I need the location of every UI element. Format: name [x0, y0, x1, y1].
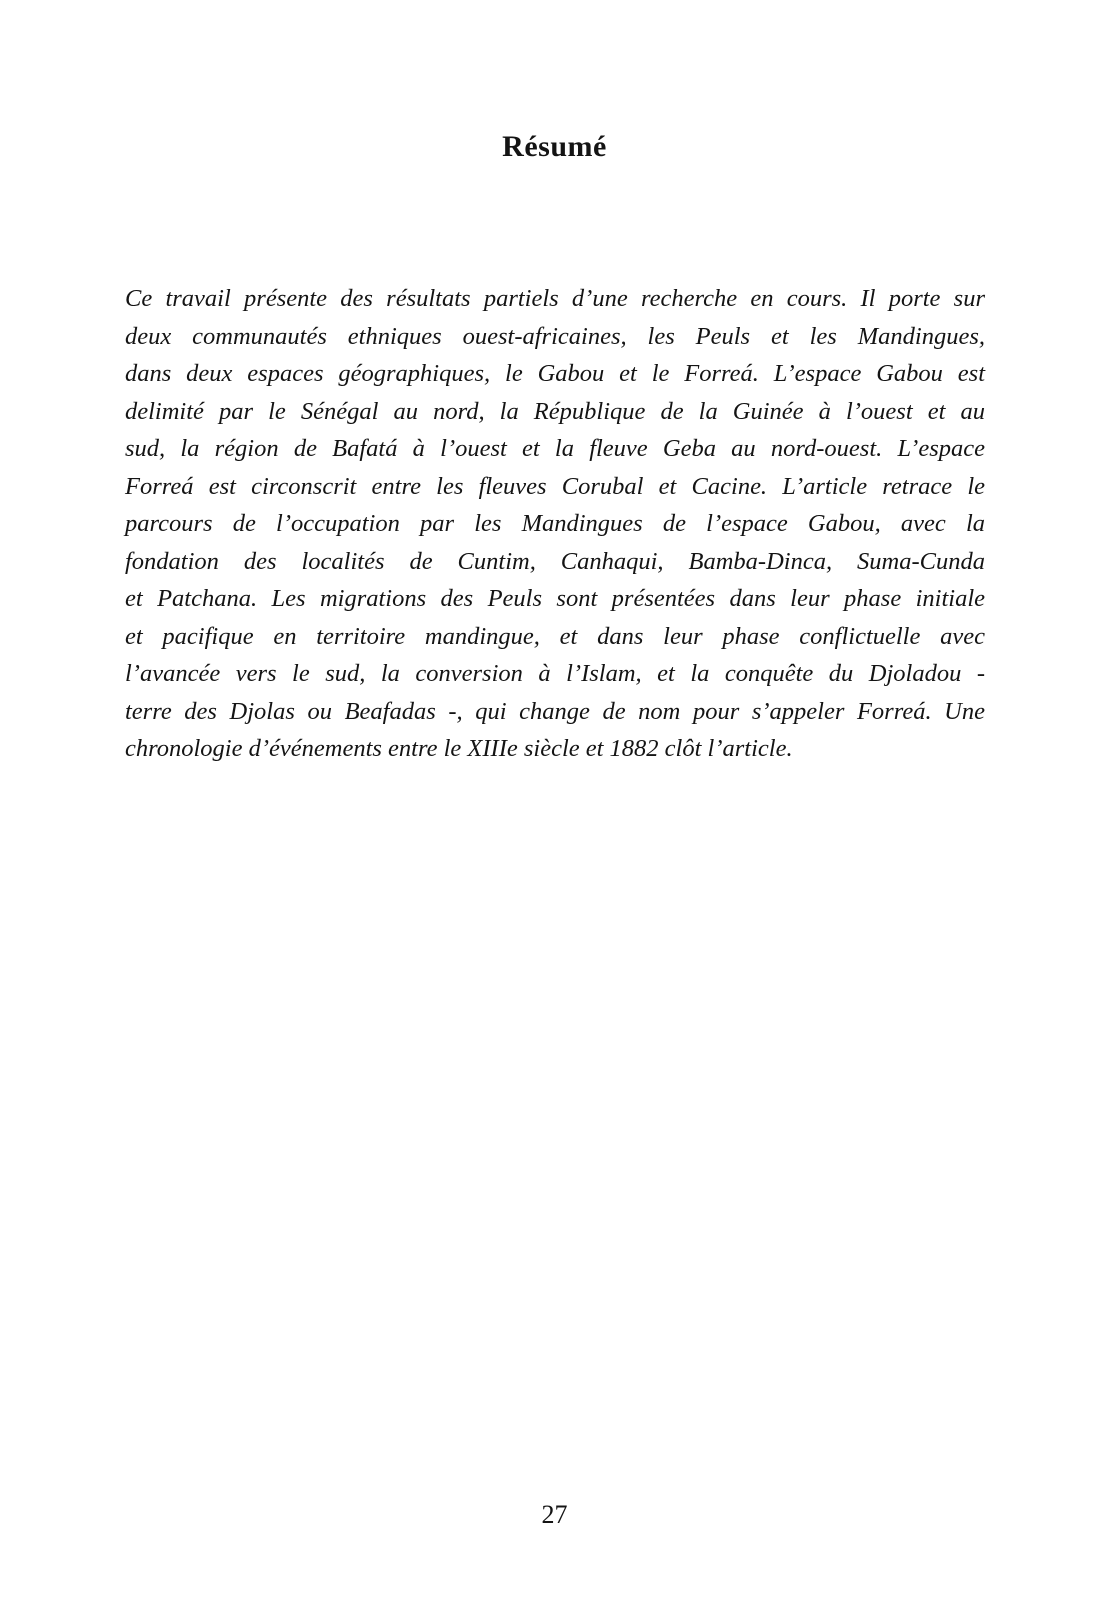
abstract-line: dans deux espaces géographiques, le Gabou et le Forreá. L’espace Gabou est — [125, 360, 985, 387]
abstract-line: fondation des localités de Cuntim, Canhaqui, Bamba-Dinca, Suma-Cunda — [125, 547, 985, 575]
abstract-line: et pacifique en territoire mandingue, et dans leur phase conflictuelle avec — [125, 622, 985, 650]
abstract-line: l’avancée vers le sud, la conversion à l’Islam, et la conquête du Djoladou - — [125, 660, 985, 687]
abstract-line: Forreá est circonscrit entre les fleuves Corubal et Cacine. L’article retrace le — [125, 472, 985, 500]
abstract-line: sud, la région de Bafatá à l’ouest et la fleuve Geba au nord-ouest. L’espace — [125, 435, 985, 462]
abstract-line: et Patchana. Les migrations des Peuls sont présentées dans leur phase initiale — [125, 585, 985, 612]
abstract-line: parcours de l’occupation par les Mandingues de l’espace Gabou, avec la — [125, 510, 985, 537]
abstract-line: terre des Djolas ou Beafadas -, qui change de nom pour s’appeler Forreá. Une — [125, 697, 985, 725]
abstract-paragraph — [125, 280, 985, 768]
abstract-line: delimité par le Sénégal au nord, la République de la Guinée à l’ouest et au — [125, 397, 985, 425]
abstract-line: Ce travail présente des résultats partiels d’une recherche en cours. Il porte sur — [125, 285, 985, 312]
page-title: Résumé — [502, 130, 607, 163]
abstract-line: chronologie d’événements entre le XIIIe siècle et 1882 clôt l’article. — [125, 735, 793, 762]
abstract-line: deux communautés ethniques ouest-africaines, les Peuls et les Mandingues, — [125, 322, 985, 350]
page-number: 27 — [541, 1500, 568, 1529]
